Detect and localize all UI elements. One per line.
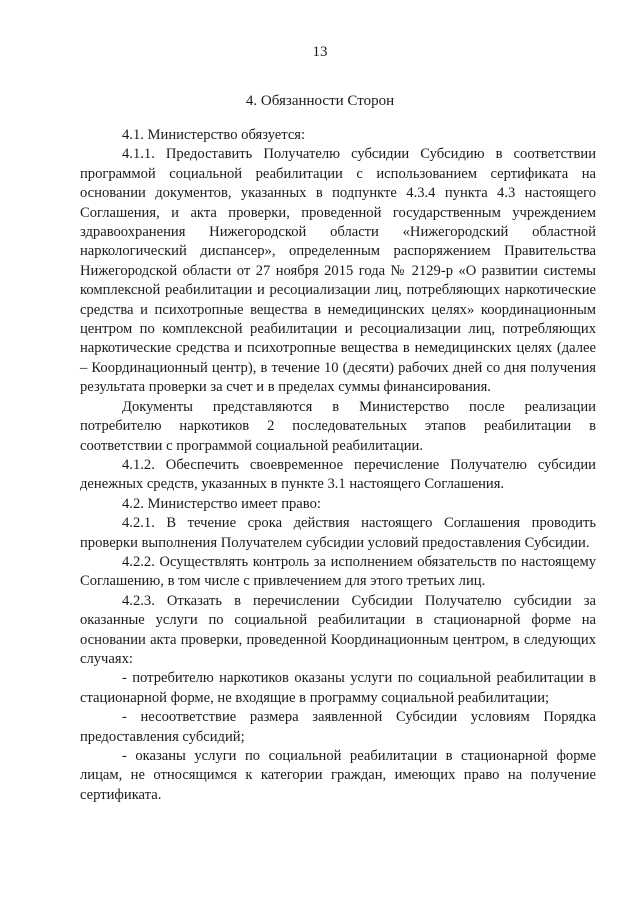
paragraph-4-2-3: 4.2.3. Отказать в перечислении Субсидии Получателю субсидии за оказанные услуги по социальной реабилитации в стационарной форме на основании акта проверки, проведенной Координационным центром, в следующих случаях: xyxy=(80,592,596,667)
document-body xyxy=(80,126,596,805)
paragraph-4-1-2: 4.1.2. Обеспечить своевременное перечисление Получателю субсидии денежных средств, указанных в пункте 3.1 настоящего Соглашения. xyxy=(80,456,596,493)
paragraph-documents: Документы представляются в Министерство после реализации потребителю наркотиков 2 последовательных этапов реабилитации в соответствии с программой социальной реабилитации. xyxy=(80,398,596,454)
paragraph-4-1: 4.1. Министерство обязуется: xyxy=(122,127,306,143)
paragraph-4-2-2: 4.2.2. Осуществлять контроль за исполнением обязательств по настоящему Соглашению, в том числе с привлечением для этого третьих лиц. xyxy=(80,553,596,590)
paragraph-4-2-1: 4.2.1. В течение срока действия настоящего Соглашения проводить проверки выполнения Получателем субсидии условий предоставления Субсидии. xyxy=(80,515,596,551)
section-title: 4. Обязанности Сторон xyxy=(245,93,395,109)
paragraph-4-2: 4.2. Министерство имеет право: xyxy=(122,495,321,512)
page-number: 13 xyxy=(312,44,328,60)
list-item-case-1: - потребителю наркотиков оказаны услуги по социальной реабилитации в стационарной форме, не входящие в программу социальной реабилитации; xyxy=(80,670,596,706)
list-item-case-2: - несоответствие размера заявленной Субсидии условиям Порядка предоставления субсидий; xyxy=(80,709,596,745)
list-item-case-3: - оказаны услуги по социальной реабилитации в стационарной форме лицам, не относящимся к категории граждан, имеющих право на получение сертификата. xyxy=(80,748,596,803)
paragraph-4-1-1: 4.1.1. Предоставить Получателю субсидии Субсидию в соответствии программой социальной реабилитации с использованием сертификата на основании документов, указанных в подпункте 4.3.4 пункта 4.3 настоящего Соглашения, и акта проверки, проведенной государственным учреждением здравоохранения Нижегородской области «Нижегородский областной наркологический диспансер», определенным распоряжением Правительства Нижегородской области от 27 ноября 2015 года № 2129-р «О развитии системы комплексной реабилитации и ресоциализации лиц, потребляющих наркотические средства и психотропные вещества в немедицинских целях» координационным центром по комплексной реабилитации и ресоциализации лиц, потребляющих наркотические средства и психотропные вещества в немедицинских целях (далее – Координационный центр), в течение 10 (десяти) рабочих дней со дня получения результата проверки за счет и в пределах суммы финансирования. xyxy=(80,146,596,396)
